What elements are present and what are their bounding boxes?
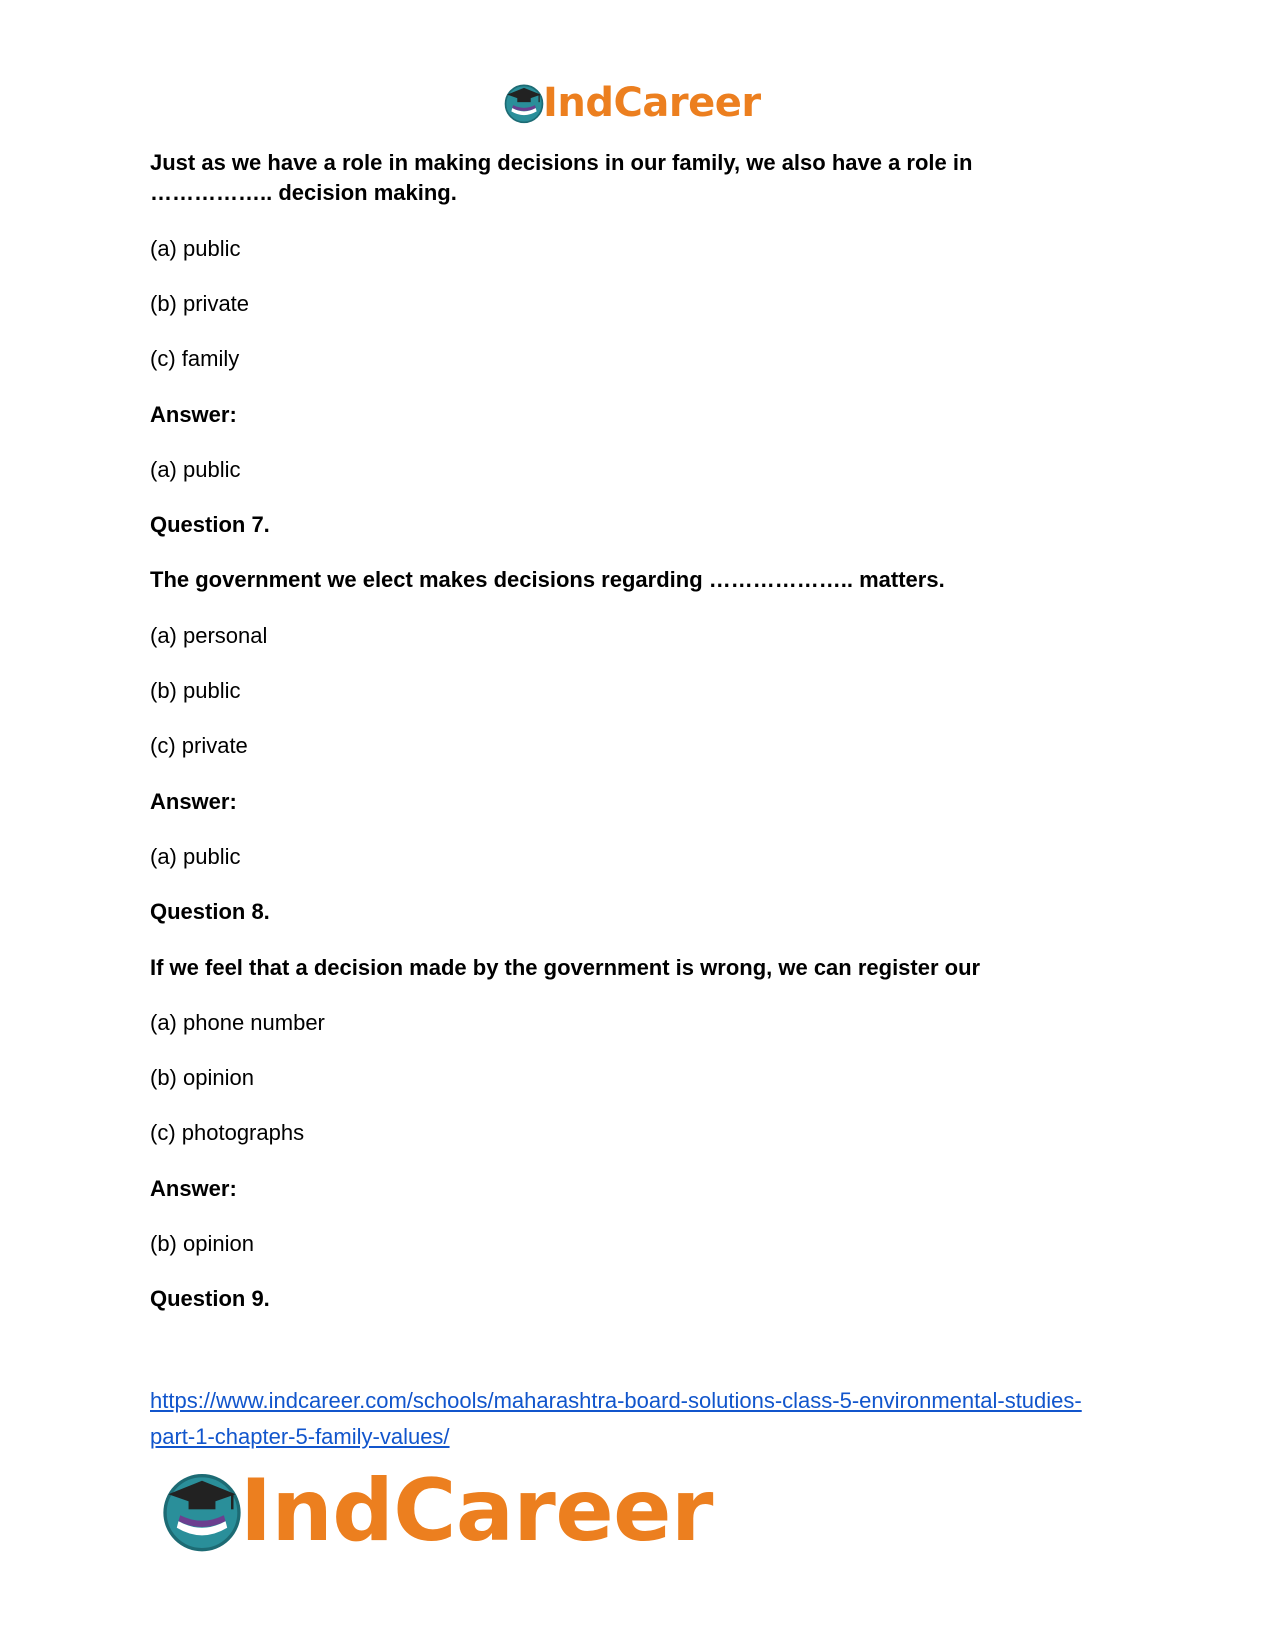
source-url-link[interactable] <box>150 1383 1150 1455</box>
q7-answer-label: Answer: <box>150 789 237 814</box>
q7-stem: The government we elect makes decisions regarding ……………….. matters. <box>150 567 945 592</box>
q6-answer-label: Answer: <box>150 402 237 427</box>
q7-answer: (a) public <box>150 844 241 869</box>
q6-stem-line2: …………….. decision making. <box>150 180 457 205</box>
header-logo-text: IndCareer <box>543 80 761 126</box>
graduation-globe-icon <box>160 1469 244 1553</box>
source-url-line2: part-1-chapter-5-family-values/ <box>150 1424 450 1449</box>
q6-option-b: (b) private <box>150 291 250 316</box>
q8-option-a: (a) phone number <box>150 1010 325 1035</box>
footer-logo <box>160 1461 713 1561</box>
q8-title: Question 8. <box>150 899 270 924</box>
q7-option-b: (b) public <box>150 678 241 703</box>
q8-answer-label: Answer: <box>150 1176 237 1201</box>
q7-option-a: (a) personal <box>150 623 268 648</box>
source-url-line1: https://www.indcareer.com/schools/maharashtra-board-solutions-class-5-environmental-studies- <box>150 1388 1082 1413</box>
q6-stem-line1: Just as we have a role in making decisions in our family, we also have a role in <box>150 150 973 175</box>
header-logo <box>503 78 761 128</box>
q8-option-c: (c) photographs <box>150 1120 305 1145</box>
q8-option-b: (b) opinion <box>150 1065 254 1090</box>
q7-option-c: (c) private <box>150 733 248 758</box>
q6-option-a: (a) public <box>150 236 241 261</box>
q6-stem <box>150 148 972 208</box>
graduation-globe-icon <box>503 82 545 124</box>
q6-answer: (a) public <box>150 457 241 482</box>
footer-logo-text: IndCareer <box>240 1461 713 1561</box>
q6-option-c: (c) family <box>150 346 240 371</box>
q9-title: Question 9. <box>150 1286 270 1311</box>
q8-stem: If we feel that a decision made by the government is wrong, we can register our <box>150 955 981 980</box>
q8-answer: (b) opinion <box>150 1231 254 1256</box>
q7-title: Question 7. <box>150 512 270 537</box>
